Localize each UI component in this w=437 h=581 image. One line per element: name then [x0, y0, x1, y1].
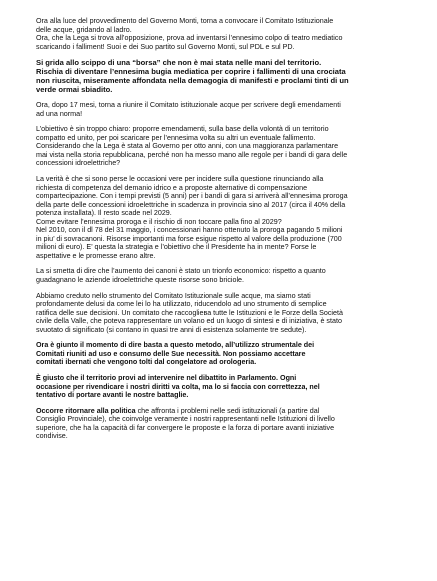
- text-line: non riuscita, miseramente affondata nella demagogia di manifesti e proclami tinti di un: [36, 76, 349, 86]
- text-line: milioni di euro). E’ questa la strategia e l’obiettivo che il Presidente ha in mente? Forse le: [36, 243, 317, 252]
- text-line: della parte delle concessioni idroelettriche in scadenza in provincia sino al 2017 (circa il 40% della: [36, 200, 346, 209]
- text-span: che affronta i problemi nelle sedi istituzionali (a partire dal: [135, 406, 320, 415]
- text-line: La verità è che si sono perse le occasioni vere per incidere sulla questione rinunciando alla: [36, 175, 324, 184]
- text-line: Ora, che la Lega si trova all’opposizione, prova ad inventarsi l’ennesimo colpo di teatro mediatico: [36, 34, 343, 43]
- text-line: concessioni idroelettriche?: [36, 159, 121, 168]
- text-line: scaricando i falliment! Suoi e dei Suo partito sul Governo Monti, sul PDL e sul PD.: [36, 42, 295, 51]
- bold-paragraph-8: [36, 341, 409, 367]
- text-line: comitati ibernati che vengono tolti dal congelatore ad orologeria.: [36, 358, 257, 367]
- paragraph-6: [36, 267, 409, 284]
- text-line: condivise.: [36, 432, 68, 441]
- text-line: tentativo di portare avanti le nostre battaglie.: [36, 391, 189, 400]
- text-line: Considerando che la Lega è stata al Governo per otto anni, con una maggioranza parlamentare: [36, 142, 339, 151]
- text-line: Abbiamo creduto nello strumento del Comitato Istituzionale sulle acque, ma siamo stati: [36, 291, 311, 300]
- text-line: in piu’ di sovracanoni. Risorse importanti ma forse esigue rispetto al valore della produzione (700: [36, 234, 342, 243]
- text-line: [36, 407, 409, 416]
- text-line: ratifica delle sue decisioni. Un comitato che raccogliева tutte le Istituzioni e le Forze della Società: [36, 308, 343, 317]
- text-line: richiesta di competenza del demanio idrico e a proposte alternative di compensazione: [36, 183, 308, 192]
- text-line: È giusto che il territorio provi ad intervenire nel dibattito in Parlamento. Ogni: [36, 373, 297, 382]
- text-line: delle acque, gridando al ladro.: [36, 25, 132, 34]
- text-line: svuotato di significato (si contano in quasi tre anni di esistenza solamente tre sedute).: [36, 325, 307, 334]
- bold-paragraph-9: [36, 374, 409, 400]
- text-line: Comitati riuniti ad uso e consumo delle Sue necessità. Non possiamo accettare: [36, 349, 306, 358]
- text-line: Consiglio Provinciale), che coinvolge veramente i nostri rappresentanti nelle Istituzioni di livello: [36, 415, 335, 424]
- text-line: profondamente delusi da come lei lo ha utilizzato, riducendolo ad uno strumento di semplice: [36, 300, 327, 309]
- text-line: aspettative e le promesse erano altre.: [36, 251, 156, 260]
- text-line: mai vista nella storia repubblicana, perché non ha messo mano alle regole per i bandi di gara delle: [36, 150, 348, 159]
- paragraph-5: [36, 175, 409, 260]
- text-line: Ora, dopo 17 mesi, torna a riunire il Comitato istituzionale acque per scrivere degli emendamenti: [36, 101, 341, 110]
- text-line: superiore, che ha la capacità di far convergere le proposte e la forza di portare avanti iniziative: [36, 423, 335, 432]
- paragraph-10: [36, 407, 409, 441]
- text-line: Ora alla luce del provvedimento del Governo Monti, torna a convocare il Comitato Istituzionale: [36, 17, 334, 25]
- paragraph-4: [36, 125, 409, 168]
- text-line: Si grida allo scippo di una “borsa” che non è mai stata nelle mani del territorio.: [36, 58, 322, 68]
- text-line: L’obiettivo è sin troppo chiaro: proporre emendamenti, sulla base della volontà di un territorio: [36, 125, 329, 134]
- text-line: guadagnano le aziende idroelettriche queste risorse sono briciole.: [36, 276, 245, 285]
- text-line: civile della Valle, che poteva rappresentare un volano ed un luogo di sintesi e di iniziativa, è stato: [36, 317, 342, 326]
- text-line: ad una norma!: [36, 109, 83, 118]
- text-line: La si smetta di dire che l’aumento dei canoni è stato un trionfo economico: rispetto a quanto: [36, 267, 326, 276]
- text-line: compartecipazione. Con i tempi previsti (5 anni) per i bandi di gara si arriverà all’ennesima proroga: [36, 192, 348, 201]
- text-line: Ora è giunto il momento di dire basta a questo metodo, all’utilizzo strumentale dei: [36, 341, 315, 350]
- text-line: Nel 2010, con il dl 78 del 31 maggio, i concessionari hanno ottenuto la proroga pagando 5 milioni: [36, 226, 343, 235]
- paragraph-1: [36, 17, 409, 51]
- bold-lead-phrase: Occorre ritornare alla politica: [36, 406, 136, 415]
- paragraph-3: [36, 101, 409, 118]
- text-line: compatto ed unito, per poi scaricare per l’ennesima volta su altri un eventuale fallimento.: [36, 133, 316, 142]
- paragraph-7: [36, 292, 409, 335]
- text-line: potenza installata). Il resto scade nel 2029.: [36, 209, 172, 218]
- text-line: Come evitare l’ennesima proroga e il rischio di non toccare palla fino al 2029?: [36, 217, 282, 226]
- text-line: occasione per rivendicare i nostri diritti va colta, ma lo si faccia con correttezza, nel: [36, 382, 320, 391]
- bold-headline-paragraph: [36, 58, 409, 94]
- text-line: Rischia di diventare l’ennesima bugia mediatica per coprire i fallimenti di una crociata: [36, 67, 346, 77]
- text-line: verde ormai sbiadito.: [36, 85, 113, 95]
